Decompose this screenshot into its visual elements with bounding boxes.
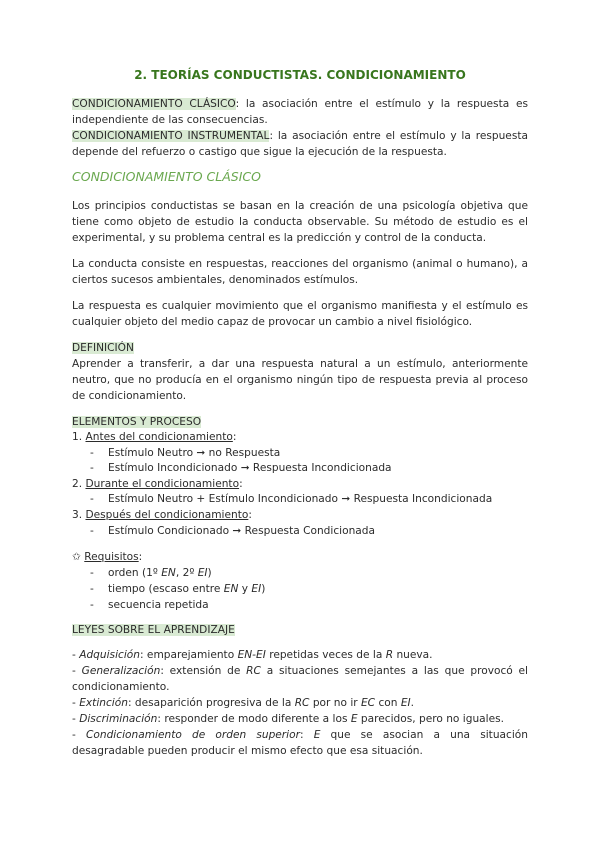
term-clasico: CONDICIONAMIENTO CLÁSICO — [72, 98, 236, 110]
definicion-text: Aprender a transferir, a dar una respuesta natural a un estímulo, anteriormente neutro, que no producía en el organismo ningún tipo de respuesta previa al proceso de condicionamiento. — [72, 358, 528, 402]
step-item: - Estímulo Neutro + Estímulo Incondicionado ➞ Respuesta Incondicionada — [90, 492, 528, 508]
ley-item: - Generalización: extensión de RC a situaciones semejantes a las que provocó el condicionamiento. — [72, 665, 528, 694]
ley-item: - Condicionamiento de orden superior: E que se asocian a una situación desagradable pueden producir el mismo efecto que esa situación. — [72, 729, 528, 758]
paragraph-2: La conducta consiste en respuestas, reacciones del organismo (animal o humano), a ciertos sucesos ambientales, denominados estímulos. — [72, 258, 528, 286]
ley-item: - Extinción: desaparición progresiva de la RC por no ir EC con EI. — [72, 697, 415, 710]
paragraph-3: La respuesta es cualquier movimiento que el organismo manifiesta y el estímulo es cualquier objeto del medio capaz de provocar un cambio a nivel fisiológico. — [72, 300, 528, 328]
steps-list — [72, 430, 528, 539]
leyes-label: LEYES SOBRE EL APRENDIZAJE — [72, 624, 235, 637]
step-1: 1. Antes del condicionamiento: - Estímulo Neutro ➞ no Respuesta - Estímulo Incondicionado ➞ Respuesta Incondicionada — [72, 430, 528, 477]
elementos-label: ELEMENTOS Y PROCESO — [72, 416, 202, 428]
step-3: 3. Después del condicionamiento: - Estímulo Condicionado ➞ Respuesta Condicionada — [72, 508, 528, 539]
definicion-label: DEFINICIÓN — [72, 342, 134, 354]
requisitos-list — [72, 565, 528, 613]
definition-instrumental: CONDICIONAMIENTO INSTRUMENTAL: la asociación entre el estímulo y la respuesta depende del refuerzo o castigo que sigue la ejecución de la respuesta. — [72, 130, 528, 158]
requisitos-label: ✩ Requisitos: — [72, 551, 143, 564]
ley-item: - Discriminación: responder de modo diferente a los E parecidos, pero no iguales. — [72, 713, 504, 726]
step-2: 2. Durante el condicionamiento: - Estímulo Neutro + Estímulo Incondicionado ➞ Respuesta Incondicionada — [72, 477, 528, 508]
definition-clasico: CONDICIONAMIENTO CLÁSICO: la asociación entre el estímulo y la respuesta es independiente de las consecuencias. — [72, 98, 528, 126]
section-heading: CONDICIONAMIENTO CLÁSICO — [72, 169, 261, 184]
star-icon: ✩ — [72, 551, 81, 564]
step-item: - Estímulo Condicionado ➞ Respuesta Condicionada — [90, 524, 528, 540]
step-item: - Estímulo Neutro ➞ no Respuesta — [90, 446, 528, 462]
requisito-item: - tiempo (escaso entre EN y EI) — [90, 581, 528, 597]
paragraph-1: Los principios conductistas se basan en la creación de una psicología objetiva que tiene como objeto de estudio la conducta observable. Su método de estudio es el experimental, y su problema central es la predicción y control de la conducta. — [72, 200, 528, 244]
requisito-item: - secuencia repetida — [90, 597, 528, 613]
term-instrumental: CONDICIONAMIENTO INSTRUMENTAL — [72, 130, 270, 142]
page-title: 2. TEORÍAS CONDUCTISTAS. CONDICIONAMIENTO — [134, 68, 466, 82]
requisito-item: - orden (1º EN, 2º EI) — [90, 565, 528, 581]
ley-item: - Adquisición: emparejamiento EN-EI repetidas veces de la R nueva. — [72, 649, 433, 662]
leyes-list — [72, 647, 528, 759]
step-item: - Estímulo Incondicionado ➞ Respuesta Incondicionada — [90, 461, 528, 477]
